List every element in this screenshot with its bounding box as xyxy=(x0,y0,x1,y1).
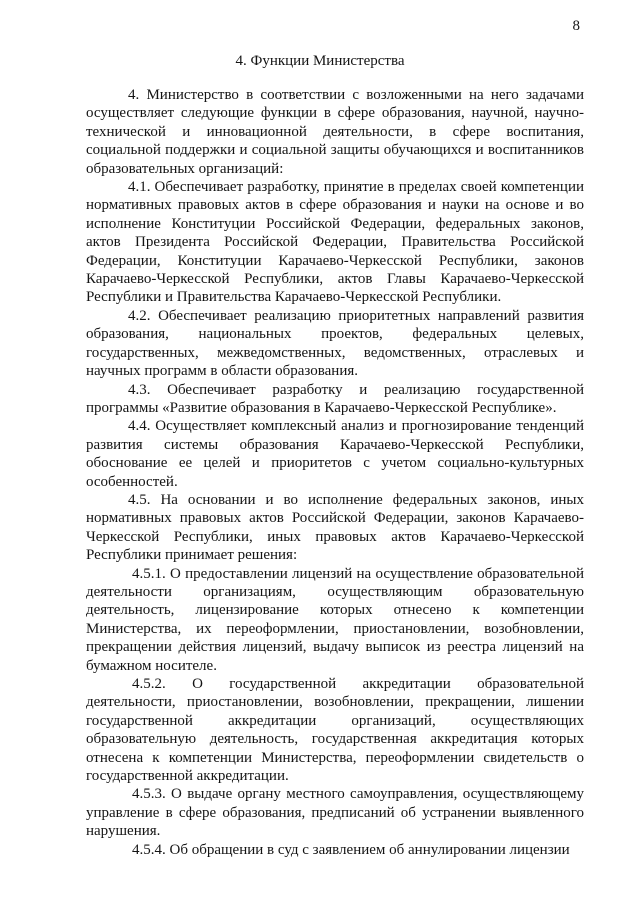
paragraph-4-3: 4.3. Обеспечивает разработку и реализацию государственной программы «Развитие образования в Карачаево-Черкесской Республике». xyxy=(86,381,584,416)
page-number: 8 xyxy=(572,18,580,34)
paragraph-4-4: 4.4. Осуществляет комплексный анализ и прогнозирование тенденций развития системы образования Карачаево-Черкесской Республики, обоснование ее целей и приоритетов с учетом социально-культурных особенностей. xyxy=(86,418,584,490)
paragraph-4: 4. Министерство в соответствии с возложенными на него задачами осуществляет следующие функции в сфере образования, научной, научно-технической и инновационной деятельности, в сфере воспитания, социальной поддержки и социальной защиты обучающихся и воспитанников образовательных организаций: xyxy=(86,87,584,177)
paragraph-4-2: 4.2. Обеспечивает реализацию приоритетных направлений развития образования, национальных проектов, федеральных целевых, государственных, межведомственных, ведомственных, отраслевых и научных программ в области образования. xyxy=(86,307,584,380)
section-heading: 4. Функции Министерства xyxy=(235,53,405,69)
paragraph-4-5-2: 4.5.2. О государственной аккредитации образовательной деятельности, приостановлении, возобновлении, прекращении, лишении государственной аккредитации организаций, осуществляющих образовательную деятельность, государственная аккредитация которых отнесена к компетенции Министерства, переоформлении свидетельств о государственной аккредитации. xyxy=(86,676,584,785)
paragraph-4-5: 4.5. На основании и во исполнение федеральных законов, иных нормативных правовых актов Российской Федерации, законов Карачаево-Черкесской Республики, иных правовых актов Карачаево-Черкесской Республики принимает решения: xyxy=(86,491,584,564)
document-body xyxy=(86,86,584,859)
paragraph-4-1: 4.1. Обеспечивает разработку, принятие в пределах своей компетенции нормативных правовых актов в сфере образования и науки на основе и во исполнение Конституции Российской Федерации, федеральных законов, актов Президента Российской Федерации, Правительства Российской Федерации, Конституции Карачаево-Черкесской Республики, законов Карачаево-Черкесской Республики, актов Главы Карачаево-Черкесской Республики и Правительства Карачаево-Черкесской Республики. xyxy=(86,179,584,306)
paragraph-4-5-1: 4.5.1. О предоставлении лицензий на осуществление образовательной деятельности организациям, осуществляющим образовательную деятельность, лицензирование которых отнесено к компетенции Министерства, их переоформлении, приостановлении, возобновлении, прекращении действия лицензий, выдачу выписок из реестра лицензий на бумажном носителе. xyxy=(86,565,584,674)
paragraph-4-5-3: 4.5.3. О выдаче органу местного самоуправления, осуществляющему управление в сфере образования, предписаний об устранении выявленного нарушения. xyxy=(86,786,584,840)
paragraph-4-5-4: 4.5.4. Об обращении в суд с заявлением об аннулировании лицензии xyxy=(132,841,570,858)
